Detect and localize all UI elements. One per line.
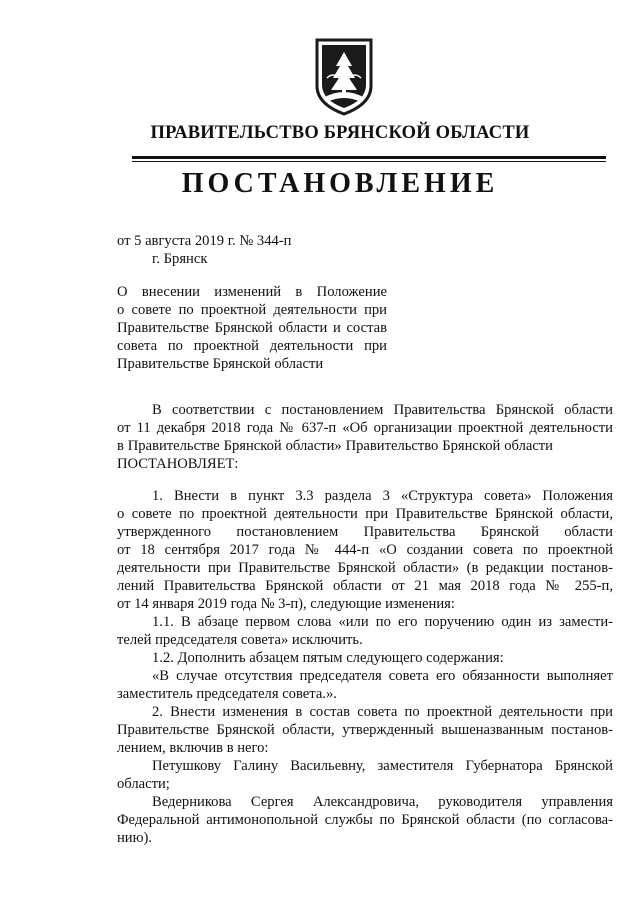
body-line: от 14 января 2019 года № 3-п), следующие изменения: — [117, 596, 455, 612]
body-line: Правительстве Брянской области, утвержденный вышеназванным постанов- — [117, 722, 613, 738]
subject-line: о совете по проектной деятельности при — [117, 302, 387, 318]
subject-line: Правительстве Брянской области — [117, 356, 324, 372]
body-line: Петушкову Галину Васильевну, заместителя Губернатора Брянской — [152, 758, 613, 774]
bryansk-coat-of-arms-icon — [311, 38, 377, 116]
city-line: г. Брянск — [152, 251, 208, 267]
body-line: Ведерникова Сергея Александровича, руководителя управления — [152, 794, 613, 810]
body-line: лений Правительства Брянской области от 21 мая 2018 года № 255-п, — [117, 578, 613, 594]
date-number-line: от 5 августа 2019 г. № 344-п — [117, 233, 292, 249]
body-line: Федеральной антимонопольной службы по Брянской области (по согласова- — [117, 812, 613, 828]
subject-line: совета по проектной деятельности при — [117, 338, 387, 354]
body-line: области; — [117, 776, 170, 792]
body-line: в Правительстве Брянской области» Правительство Брянской области — [117, 438, 553, 454]
body-line: 2. Внести изменения в состав совета по проектной деятельности при — [152, 704, 613, 720]
body-line: о совете по проектной деятельности при Правительстве Брянской области, — [117, 506, 613, 522]
body-line: 1.2. Дополнить абзацем пятым следующего содержания: — [152, 650, 504, 666]
document-type-title: ПОСТАНОВЛЕНИЕ — [181, 168, 499, 199]
subject-line: Правительстве Брянской области и состав — [117, 320, 387, 336]
organization-name: ПРАВИТЕЛЬСТВО БРЯНСКОЙ ОБЛАСТИ — [150, 123, 530, 143]
body-line: нию). — [117, 830, 153, 846]
header-rule-thin — [132, 161, 606, 162]
body-line: лением, включив в него: — [117, 740, 269, 756]
body-line: заместитель председателя совета.». — [117, 686, 337, 702]
body-line: ПОСТАНОВЛЯЕТ: — [117, 456, 239, 472]
subject-line: О внесении изменений в Положение — [117, 284, 387, 300]
body-line: 1.1. В абзаце первом слова «или по его поручению один из замести- — [152, 614, 613, 630]
body-line: «В случае отсутствия председателя совета его обязанности выполняет — [152, 668, 613, 684]
body-line: 1. Внести в пункт 3.3 раздела 3 «Структура совета» Положения — [152, 488, 613, 504]
body-line: деятельности при Правительстве Брянской области» (в редакции постанов- — [117, 560, 613, 576]
header-rule-thick — [132, 156, 606, 159]
body-line: от 18 сентября 2017 года № 444-п «О создании совета по проектной — [117, 542, 613, 558]
body-line: утвержденного постановлением Правительства Брянской области — [117, 524, 613, 540]
body-line: от 11 декабря 2018 года № 637-п «Об организации проектной деятельности — [117, 420, 613, 436]
body-line: В соответствии с постановлением Правительства Брянской области — [152, 402, 613, 418]
body-line: телей председателя совета» исключить. — [117, 632, 363, 648]
